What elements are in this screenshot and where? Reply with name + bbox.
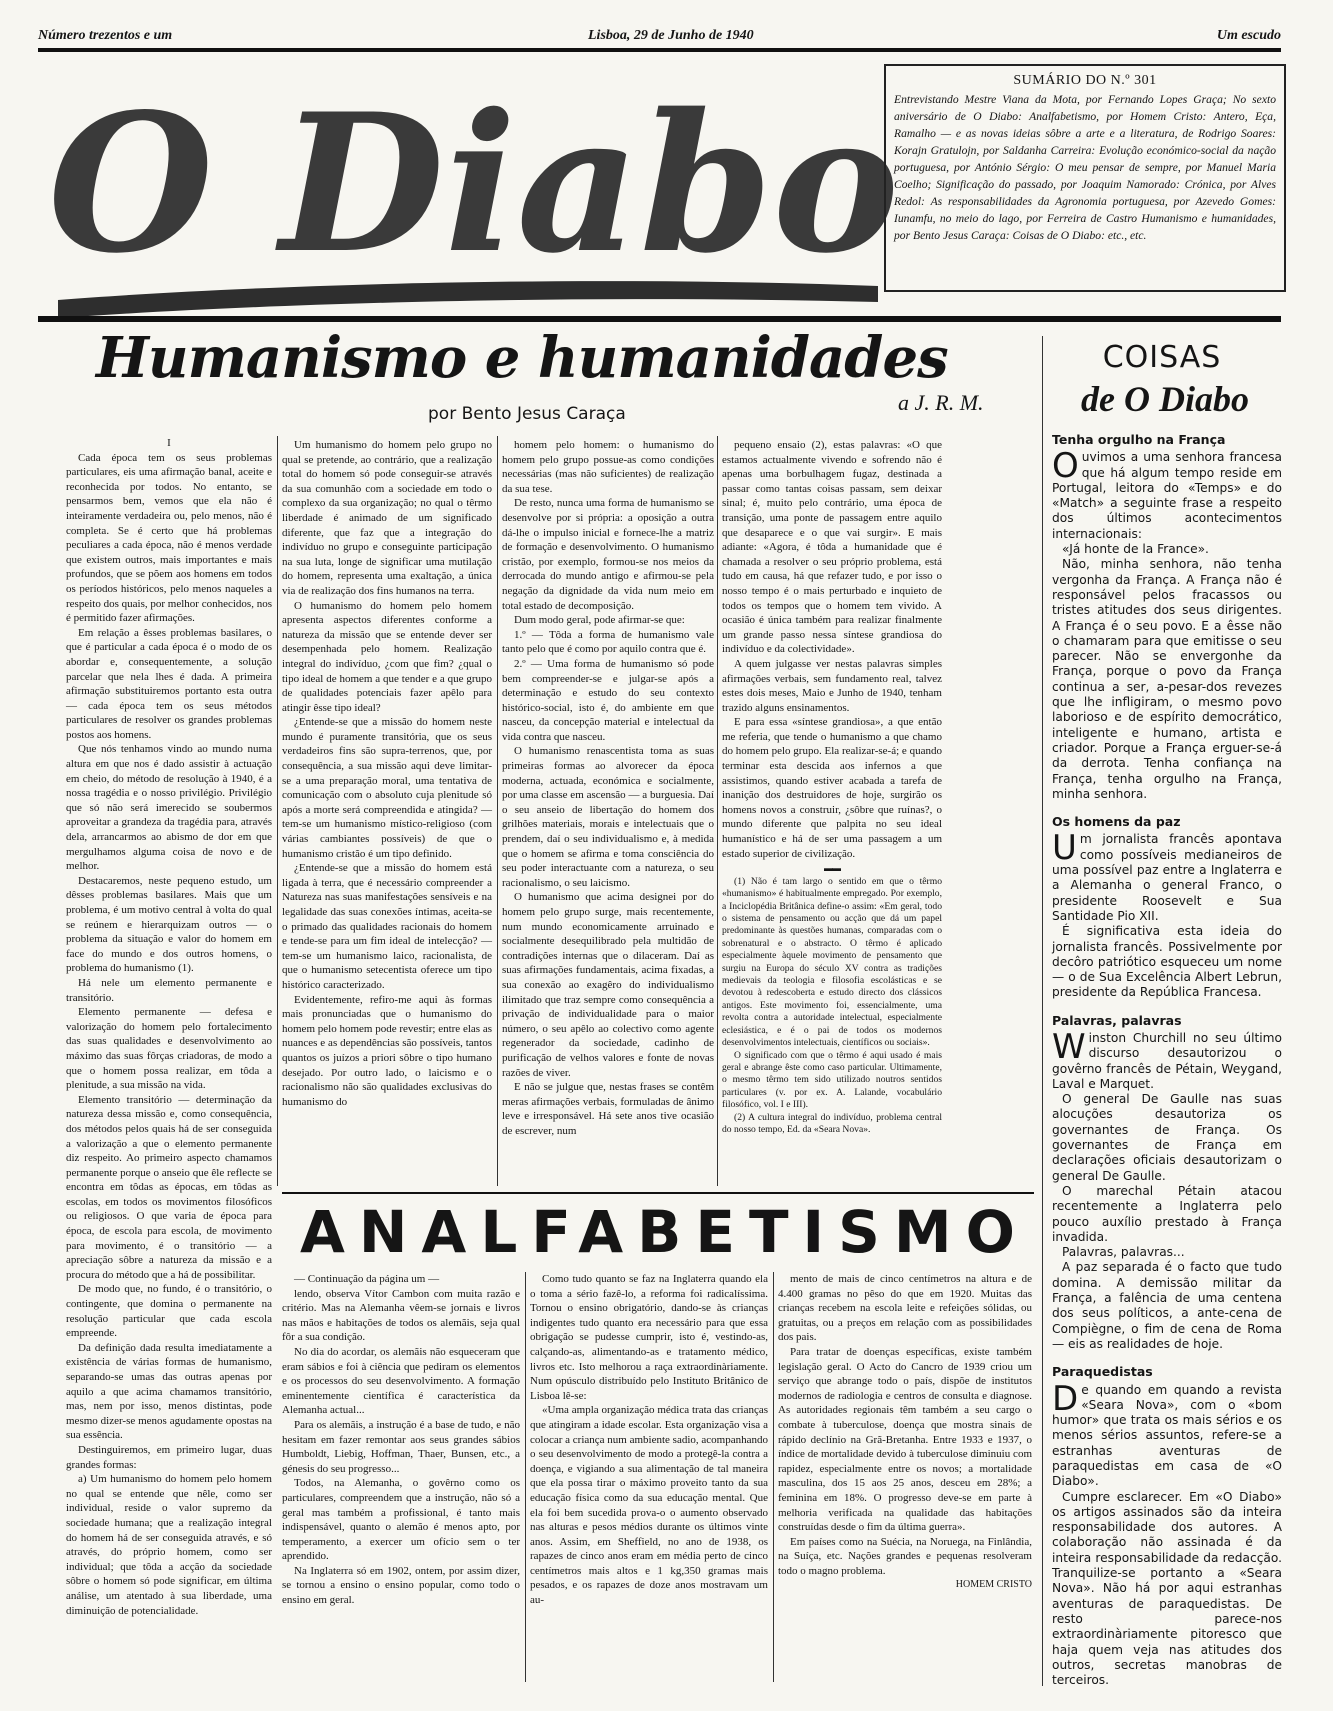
paragraph: O humanismo renascentista toma as suas primeiras formas ao alvorecer da época moderna, actuada, económica e socialmente, por uma classe em ascensão — a burguesia. Daí o seu anseio de libertação do homem dos grilhões materiais, morais e intelectuais que o prendem, daí o seu individualismo e, à medida que o homem se afirma e toma consciência do seu poder interactuante com a natureza, o seu racionalismo, o seu laicismo. xyxy=(502,745,714,889)
coisas-paragraph xyxy=(1052,828,1282,924)
analf-column-3 xyxy=(778,1272,1032,1692)
paragraph: Evidentemente, refiro-me aqui às formas mais pronunciadas que o humanismo do homem pelo homem pode revestir; entre elas as nuances e as dependências são possíveis, tantos quantos os juízos a priori sôbre o tipo humano desejado. Por outro lado, o laicismo e o racionalismo não são qualidades exclusivas do humanismo do xyxy=(282,993,492,1108)
paragraph: O humanismo que acima designei por do homem pelo grupo surge, mais recentemente, num mundo economicamente arruinado e socialmente desequilibrado pela multidão de contradições internas que o dilaceram. Daí as suas afirmações fundamentais, acima fixadas, a sua conexão ao exagêro do individualismo ilimitado que traz sempre como consequência a privação de individualidade para o maior número, o seu apêlo ao colectivo como agente regenerador da sociedade, cadinho de purificação de velhos valores e fonte de novas razões de viver. xyxy=(502,891,714,1079)
coisas-paragraph: «Já honte de la France». xyxy=(1062,542,1209,557)
coisas-paragraph-text: uvimos a uma senhora francesa que há algum tempo reside em Portugal, leitora do «Temps» e do «Match» a seguinte frase a respeito dos últimos acontecimentos internacionais: xyxy=(1052,450,1282,541)
article-column-1 xyxy=(66,436,272,1686)
paragraph: Há nele um elemento permanente e transitório. xyxy=(66,976,272,1004)
paragraph: a) Um humanismo do homem pelo homem no qual se entende que nêle, como ser individual, reside o valor supremo da sociedade humana; que a realização integral do homem há de ser conseguida através, e só através, do próprio homem, como ser individual; que tôda a acção da sociedade sôbre o homem só pode significar, em última análise, um atentado à sua liberdade, uma diminuição de potencialidade. xyxy=(66,1473,272,1617)
coisas-paragraph-text: e quando em quando a revista «Seara Nova», com o «bom humor» que trata os mais sérios e os menos sérios assuntos, refere-se a estranhas aventuras de paraquedistas em casa de «O Diabo». xyxy=(1052,1382,1282,1489)
analf-column-2 xyxy=(530,1272,768,1692)
coisas-paragraph: Palavras, palavras... xyxy=(1062,1245,1185,1260)
summary-text: Entrevistando Mestre Viana da Mota, por Fernando Lopes Graça; No sexto aniversário de O Diabo: Analfabetismo, por Homem Cristo: Antero, Eça, Ramalho — e as novas ideias sôbre a arte e a literatura, de Rodrigo Soares: Korajn Gratulojn, por Saldanha Carreira: Evolução económico-social da nação portuguesa, por António Sérgio: O meu pensar de sempre, por Manuel Maria Coelho; Significação do passado, por Joaquim Namorado: Crónica, por Alves Redol: As responsabilidades da Agronomia portuguesa, por Azevedo Gomes: Iunamfu, no meio do lago, por Ferreira de Castro Humanismo e humanidades, por Bento Jesus Caraça: Coisas de O Diabo: etc., etc. xyxy=(894,93,1276,242)
masthead-topbar xyxy=(38,28,1281,48)
coisas-paragraph: Não, minha senhora, não tenha vergonha da França. A França não é responsável pelos fracassos ou tristes atitudes dos seus dirigentes. A França é o seu povo. E a êsse não o chamaram para que emitisse o seu parecer. Não se envergonhe da França, porque o povo da França continua a ser, a-pesar-dos revezes que lhe infligiram, o mesmo povo laborioso e de espírito democrático, inteligente e humano, artista e criador. Porque a França erguer-se-á da derrota. Tenha confiança na França, tenha orgulho na França, minha senhora. xyxy=(1052,557,1282,801)
section-separator: ▬▬ xyxy=(824,863,840,874)
drop-cap: U xyxy=(1052,828,1077,869)
coisas-section-heading: Paraquedistas xyxy=(1052,1364,1153,1380)
paragraph: Todos, na Alemanha, o govêrno como os particulares, compreendem que a instrução, não só a geral mas também a profissional, é tanto mais indispensável, quanto o alemão é menos apto, por temperamento, a exercer um ofício sem o ter aprendido. xyxy=(282,1477,520,1563)
coisas-paragraph xyxy=(1052,446,1282,542)
coisas-paragraph xyxy=(1052,1026,1282,1092)
paragraph: Um humanismo do homem pelo grupo no qual se pretende, ao contrário, que a realização total do homem só pode conseguir-se através da sua comunhão com a sociedade em todo o complexo da sua organização; no qual o têrmo liberdade é animado de um significado diferente, que faz que a integração do indivíduo no grupo e conseguinte participação na sua luta, longe de significar uma mutilação do homem, representa uma exaltação, a única via de realização dos fins humanos na terra. xyxy=(282,439,492,597)
analfabetismo-headline: ANALFABETISMO xyxy=(300,1198,1029,1266)
coisas-paragraph: O marechal Pétain atacou recentemente a Inglaterra pelo pouco auxílio prestado à França invadida. xyxy=(1052,1183,1282,1244)
coisas-title-2: de O Diabo xyxy=(1081,379,1249,419)
coisas-paragraph: É significativa esta ideia do jornalista francês. Possivelmente por decôro patriótico esqueceu um nome — o de Sua Excelência Albert Lebrun, presidente da República Francesa. xyxy=(1052,924,1282,1000)
paragraph: A quem julgasse ver nestas palavras simples afirmações verbais, sem fundamento real, talvez estes dois meses, Maio e Junho de 1940, tenham trazido alguns ensinamentos. xyxy=(722,657,942,714)
paragraph: 2.º — Uma forma de humanismo só pode bem compreender-se e julgar-se após a determinação e estudo do seu contexto histórico-social, isto é, do ambiente em que nasceu, da concepção material e intelectual da vida contra que nasceu. xyxy=(502,657,714,743)
analf-column-1 xyxy=(282,1272,520,1692)
column-divider xyxy=(525,1272,526,1682)
coisas-section xyxy=(1052,1364,1282,1688)
paragraph: No dia do acordar, os alemãis não esqueceram que eram sábios e foi à ciência que pediram os elementos e os processos do seu desenvolvimento. A formação eminentemente científica é característica da Alemanha actual... xyxy=(282,1345,520,1417)
analf-rule xyxy=(282,1192,1034,1194)
column-divider xyxy=(717,436,718,1186)
summary-box xyxy=(884,64,1286,292)
column-divider xyxy=(773,1272,774,1682)
analf-signature: HOMEM CRISTO xyxy=(955,1579,1032,1591)
paragraph: Destinguiremos, em primeiro lugar, duas grandes formas: xyxy=(66,1443,272,1471)
article-dedication: a J. R. M. xyxy=(898,390,984,415)
paragraph: Dum modo geral, pode afirmar-se que: xyxy=(514,614,685,627)
paragraph: ¿Entende-se que a missão do homem neste mundo é puramente transitória, que os seus verdadeiros fins são supra-terrenos, que, por consequência, a sua missão aqui deve limitar-se a uma preparação moral, uma tentativa de comunicação com o absoluto cuja plenitude só após a morte será compreendida e atingida? — tem-se um humanismo místico-religioso (com várias cambiantes possíveis) de que o humanismo cristão é um tipo definido. xyxy=(282,716,492,860)
column-divider xyxy=(497,436,498,1186)
coisas-section-heading: Tenha orgulho na França xyxy=(1052,432,1226,447)
column-divider xyxy=(277,436,278,1186)
article-column-2 xyxy=(282,438,492,1128)
coisas-section xyxy=(1052,814,1282,1001)
paragraph: «Uma ampla organização médica trata das crianças que atingiram a idade escolar. Esta organização visa a colocar a criança num ambiente sadio, acompanhando o seu desenvolvimento de modo a protegê-la contra a doença, e vigiando a sua alimentação de tal maneira que ela possa tirar o máximo proveito tanto da sua educação física como da sua educação mental. Que ela foi bem sucedida prova-o o aumento observado nas alturas e pesos médios durante os últimos vinte anos. Assim, em Sheffield, no ano de 1938, os rapazes de cinco anos eram em média perto de cinco centímetros mais altos e 1 kg,350 gramas mais pesados, e os rapazes de doze anos mostravam um au- xyxy=(530,1404,768,1607)
paragraph: Elemento permanente — defesa e valorização do homem pelo fortalecimento das suas qualidades e desenvolvimento ao máximo das suas fôrças criadoras, de modo a que o homem possa realizar, em tôda a plenitude, a sua missão na vida. xyxy=(66,1006,272,1092)
paragraph: Para tratar de doenças específicas, existe também legislação geral. O Acto do Cancro de 1939 criou um serviço que abrange todo o país, dispõe de institutos modernos de radiologia e centros de consulta e diagnose. As autoridades regionais têm também a seu cargo o combate à tuberculose, doença que mostra sinais de rápido declínio na Grã-Bretanha. Entre 1933 e 1937, o índice de mortalidade devido à tuberculose diminuiu com rapidez, especialmente entre os novos; a mortalidade masculina, dos 15 aos 25 anos, desceu em 28%; a feminina em 18%. O progresso deve-se em parte à melhoria verificada na qualidade das habitações construídas desde o fim da última guerra». xyxy=(778,1345,1032,1534)
coisas-section xyxy=(1052,1013,1282,1353)
paragraph: Em relação a êsses problemas basilares, o que é particular a cada época é o modo de os abordar e, consequentemente, a solução parcelar que nela lhes é dada. A primeira afirmação substituiremos portanto esta outra — cada época tem os seus métodos particulares de resolver os grandes problemas postos aos homens. xyxy=(66,626,272,741)
article-byline: por Bento Jesus Caraça xyxy=(428,404,626,424)
sidebar-divider xyxy=(1042,336,1043,1686)
footnote: (2) A cultura integral do indivíduo, problema central do nosso tempo, Ed. da «Seara Nova». xyxy=(722,1111,942,1135)
paragraph: De resto, nunca uma forma de humanismo se desenvolve por si própria: a oposição a outra dá-lhe o impulso inicial e fornece-lhe a matriz de formação e desenvolvimento. O humanismo cristão, por exemplo, formou-se nos meios da derrocada do mundo antigo e afirmou-se pela negação da dignidade da vida num meio em total estado de decomposição. xyxy=(502,497,714,612)
paragraph: Para os alemãis, a instrução é a base de tudo, e não hesitam em fazer remontar aos seus grandes sábios Humboldt, Liebig, Hoffman, Thaer, Bunsen, etc., a génesis do seu progresso... xyxy=(282,1418,520,1475)
coisas-section xyxy=(1052,432,1282,802)
paragraph: Elemento transitório — determinação da natureza dessa missão e, como consequência, dos métodos pelos quais há de ser conseguida a valorização a que o elemento permanente diz respeito. Ao primeiro aspecto chamamos permanente porque o anseio que êle reflecte se encontra em tôdas as épocas, em tôdas as escolas, em todos os movimentos filosóficos ou religiosos. O que varia de época para época, de escola para escola, de movimento para movimento, é o transitório — a apreciação sôbre a natureza da missão e a procura do método que a há de possibilitar. xyxy=(66,1093,272,1281)
paragraph: mento de mais de cinco centímetros na altura e de 4.400 gramas no pêso do que em 1920. Muitas das crianças recebem na escola leite e refeições sólidas, ou gratuitas, ou a preços em relação com as possibilidades dos pais. xyxy=(778,1273,1032,1344)
section-rule xyxy=(38,316,1281,322)
paragraph: Da definição dada resulta imediatamente a existência de várias formas de humanismo, separando-se umas das outras apenas por aquilo a que acima chamamos transitório, mas, nem por isso, menos distintas, pode mesmo dizer-se menos agudamente opostas na sua essência. xyxy=(66,1341,272,1442)
masthead-logo xyxy=(38,60,900,330)
paragraph: homem pelo homem: o humanismo do homem pelo grupo possue-as como condições necessárias (mas não suficientes) de realização da sua tese. xyxy=(502,439,714,495)
drop-cap: D xyxy=(1052,1378,1079,1419)
issue-number: Número trezentos e um xyxy=(38,28,173,43)
issue-date: Lisboa, 29 de Junho de 1940 xyxy=(588,28,754,43)
paragraph: ¿Entende-se que a missão do homem está ligada à terra, que é necessário compreender a Natureza nas suas manifestações sensíveis e na legalidade das suas conexões íntimas, aceita-se o primado das qualidades racionais do homem e tende-se para um fim ideal de intelecção? — tem-se um humanismo laico, racionalista, de que o humanismo setecentista oferece um tipo histórico caracterizado. xyxy=(282,862,492,991)
svg-text:O Diabo: O Diabo xyxy=(48,72,900,295)
drop-cap: W xyxy=(1052,1026,1086,1067)
issue-price: Um escudo xyxy=(1216,28,1281,43)
article-column-3 xyxy=(502,438,714,1137)
coisas-sidebar xyxy=(1052,432,1282,1686)
paragraph: Em países como na Suécia, na Noruega, na Finlândia, na Suíça, etc. Nações grandes e pequenas resolveram todo o magno problema. xyxy=(778,1535,1032,1577)
coisas-paragraph xyxy=(1052,1378,1282,1490)
coisas-paragraph-text: inston Churchill no seu último discurso desautorizou o govêrno francês de Pétain, Weygand, Laval e Marquet. xyxy=(1052,1030,1282,1091)
coisas-title-1: COISAS xyxy=(1102,340,1222,375)
coisas-section-heading: Palavras, palavras xyxy=(1052,1012,1182,1028)
paragraph: Destacaremos, neste pequeno estudo, um dêsses problemas basilares. Mais que um problema, é um motivo central à volta do qual se reúnem e hierarquizam outros — o problema da situação e valor do homem em face do mundo e dos outros homens, o problema do humanismo (1). xyxy=(66,874,272,975)
footnote: O significado com que o têrmo é aqui usado é mais geral e abrange êste como caso particular. Ultimamente, o mesmo têrmo tem sido utilizado noutros sentidos particulares (v. por ex. A. Lalande, vocabulário filosófico, vol. I e III). xyxy=(722,1049,942,1111)
paragraph: pequeno ensaio (2), estas palavras: «O que estamos actualmente vivendo e sofrendo não é apenas uma borbulhagem fugaz, destinada a passar como tantas coisas passam, sem deixar sinal; é, muito pelo contrário, uma época de transição, uma ponte de passagem entre aquilo que desaparece e o que vai surgir». E mais adiante: «Agora, é tôda a humanidade que é chamada a resolver o seu próprio problema, está tudo em causa, há que refazer tudo, e por isso o nosso tempo é o mais perturbado e inquieto de todos os tempos que o homem tem vivido. A ocasião é única também para realizar finalmente um grande passo nessa síntese grandiosa do indivíduo e da colectividade». xyxy=(722,439,942,656)
paragraph: E para essa «síntese grandiosa», a que então me referia, que tende o humanismo a que chamo do homem pelo grupo. Ela realizar-se-á; e quando terminar esta descida aos infernos a que assistimos, quando estiver acabada a tarefa de inanição dos destruidores de hoje, surgirão os homens novos a construir, ¿sôbre que ruínas?, o mundo diferente que palpita no seu ideal humanístico e há de ser uma passagem a um estado superior de civilização. xyxy=(722,716,942,860)
section-number: I xyxy=(167,437,171,449)
paragraph: Como tudo quanto se faz na Inglaterra quando ela o toma a sério fazê-lo, a reforma foi radicalíssima. Tornou o ensino obrigatório, dando-se às crianças indigentes tudo quanto era necessário para que essa obrigação se pudesse cumprir, isto é, vestindo-as, calçando-as, alimentando-as e tratamento médico, livros etc. Isto melhorou a raça extraordinàriamente. Num opúsculo distribuído pelo Instituto Britânico de Lisboa lê-se: xyxy=(530,1273,768,1402)
paragraph: — Continuação da página um — xyxy=(294,1273,440,1285)
paragraph: Na Inglaterra só em 1902, ontem, por assim dizer, se tornou a ensino o ensino popular, como todo o ensino em geral. xyxy=(282,1564,520,1607)
paragraph: 1.º — Tôda a forma de humanismo vale tanto pelo que é como por aquilo contra que é. xyxy=(502,628,714,656)
top-rule xyxy=(38,48,1281,52)
paragraph: Cada época tem os seus problemas particulares, eis uma afirmação banal, aceite e reconhecida por todos. No entanto, se pensarmos bem, vemos que ela não é inteiramente verdadeira ou, pelo menos, não é completa. Se é certo que há problemas peculiares a cada época, não é menos verdade que existem outros, mais importantes e mais profundos, que se põem aos homens em todos os períodos históricos, pelo menos naqueles a respeito dos quais, por melhor conhecidos, nos é permitido fazer afirmações. xyxy=(66,451,272,625)
coisas-section-heading: Os homens da paz xyxy=(1052,814,1181,830)
paragraph: E não se julgue que, nestas frases se contêm meras afirmações verbais, formuladas de ânimo leve e irresponsável. Há sete anos tive ocasião de escrever, num xyxy=(502,1081,714,1137)
paragraph: De modo que, no fundo, é o transitório, o contingente, que domina o permanente na resolução particular que cada escola empreende. xyxy=(66,1283,272,1340)
coisas-paragraph: Cumpre esclarecer. Em «O Diabo» os artigos assinados são da inteira responsabilidade dos autores. A colaboração não assinada é da inteira responsabilidade da redacção. Tranquilize-se portanto a «Seara Nova». Não há por aqui estranhas aventuras de paraquedistas. De resto parece-nos extraordinàriamente pitoresco que haja quem veja nas atitudes dos outros, secretas manobras de terceiros. xyxy=(1052,1489,1282,1688)
article-headline: Humanismo e humanidades xyxy=(96,325,948,391)
drop-cap: O xyxy=(1052,446,1079,487)
article-column-4 xyxy=(722,438,942,1135)
paragraph: lendo, observa Vítor Cambon com muita razão e critério. Mas na Alemanha vêem-se jornais e livros nas mãos e habitações de todos os alemãis, seja qual fôr a sua condição. xyxy=(282,1287,520,1344)
coisas-paragraph-text: m jornalista francês apontava como possíveis medianeiros de uma possível paz entre a Inglaterra e a Alemanha o general Franco, o presidente Roosevelt e Sua Santidade Pio XII. xyxy=(1052,832,1282,923)
footnote: (1) Não é tam largo o sentido em que o têrmo «humanismo» é habitualmente empregado. Por exemplo, a Inciclopédia Britânica define-o assim: «Em geral, todo o sistema de pensamento ou acção que dá um papel predominante às questões humanas, comparadas com o sobrenatural e o abstracto. O têrmo é aplicado especialmente àquele movimento de pensamento que surgiu na Europa do século XV contra as tradições medievais da teologia e filosofia escolásticas e se devotou à redescoberta e estudo directo dos clássicos antigos. Este movimento foi, essencialmente, uma revolta contra a autoridade intelectual, especialmente eclesiástica, e é o pai de todos os modernos desenvolvimentos intelectuais, científicos ou sociais». xyxy=(722,875,942,1049)
summary-heading: SUMÁRIO DO N.º 301 xyxy=(1013,73,1157,88)
paragraph: Que nós tenhamos vindo ao mundo numa altura em que nos é dado assistir à actuação em cheio, do método de resolução à 1940, é a nossa tragédia e o nosso privilégio. Privilégio que só não será imerecido se soubermos aproveitar a grandeza da tragédia para, através dela, arrancarmos ao abismo de dor em que mergulhamos alguma coisa de novo e de melhor. xyxy=(66,743,272,873)
coisas-paragraph: A paz separada é o facto que tudo domina. A demissão militar da França, a falência de uma centena dos seus políticos, a ante-cena de Compiègne, o fim de cena de Roma — eis as realidades de hoje. xyxy=(1052,1260,1282,1351)
paragraph: O humanismo do homem pelo homem apresenta aspectos diferentes conforme a natureza da missão que se entende dever ser desempenhada pelo homem. Realização integral do indivíduo, ¿com que fim? ¿qual o tipo ideal de homem a que tender e a que grupo de qualidades potenciais fazer apêlo para atingir êsse tipo ideal? xyxy=(282,599,492,714)
coisas-paragraph: O general De Gaulle nas suas alocuções desautoriza os governantes de França. Os governantes de França em declarações oficiais desautorizam o general De Gaulle. xyxy=(1052,1092,1282,1183)
